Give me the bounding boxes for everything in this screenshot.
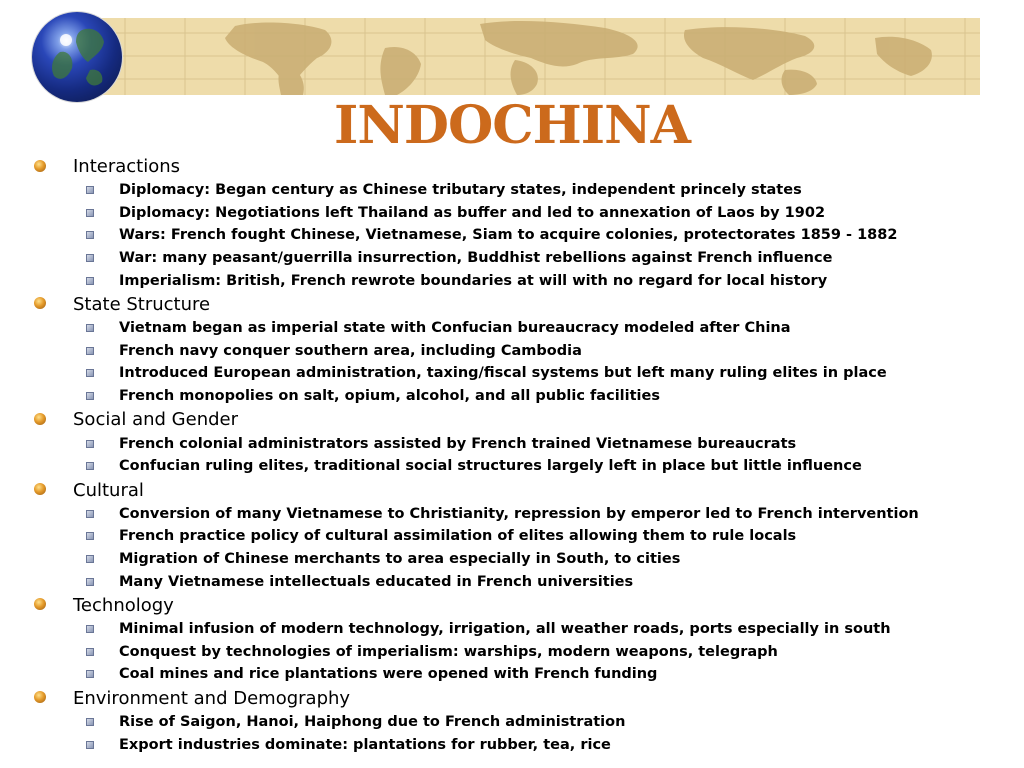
section-items (34, 317, 1014, 407)
list-item (34, 340, 1014, 363)
section-cultural (34, 479, 1014, 593)
list-item (34, 641, 1014, 664)
orange-sphere-bullet-icon (34, 160, 46, 172)
section-heading (34, 687, 1014, 711)
blue-square-bullet-icon (86, 462, 94, 470)
section-label: Interactions (73, 156, 181, 177)
list-item (34, 733, 1014, 756)
orange-sphere-bullet-icon (34, 297, 46, 309)
list-item (34, 432, 1014, 455)
section-state-structure (34, 293, 1014, 407)
section-label: Social and Gender (73, 409, 239, 431)
list-item-text: Introduced European administration, taxing/fiscal systems but left many ruling elites in place (119, 365, 887, 382)
section-heading (34, 408, 1014, 432)
orange-sphere-bullet-icon (34, 598, 46, 610)
globe-icon (32, 12, 122, 102)
blue-square-bullet-icon (86, 347, 94, 355)
blue-square-bullet-icon (86, 209, 94, 217)
list-item-text: Many Vietnamese intellectuals educated in French universities (119, 573, 634, 590)
section-label: Technology (73, 594, 174, 616)
list-item (34, 711, 1014, 734)
section-environment-and-demography (34, 687, 1014, 756)
blue-square-bullet-icon (86, 555, 94, 563)
section-items (34, 618, 1014, 686)
section-social-and-gender (34, 408, 1014, 477)
blue-square-bullet-icon (86, 231, 94, 239)
section-label: Cultural (73, 479, 144, 501)
blue-square-bullet-icon (86, 392, 94, 400)
orange-sphere-bullet-icon (34, 413, 46, 425)
orange-sphere-bullet-icon (34, 691, 46, 703)
blue-square-bullet-icon (86, 578, 94, 586)
section-label: State Structure (73, 293, 211, 315)
list-item (34, 317, 1014, 340)
list-item-text: French colonial administrators assisted by French trained Vietnamese bureaucrats (119, 435, 797, 452)
list-item (34, 202, 1014, 225)
list-item (34, 247, 1014, 270)
blue-square-bullet-icon (86, 625, 94, 633)
blue-square-bullet-icon (86, 741, 94, 749)
orange-sphere-bullet-icon (34, 483, 46, 495)
list-item (34, 618, 1014, 641)
list-item-text: Vietnam began as imperial state with Confucian bureaucracy modeled after China (119, 320, 791, 337)
section-heading (34, 594, 1014, 618)
list-item-text: Export industries dominate: plantations for rubber, tea, rice (119, 736, 611, 753)
blue-square-bullet-icon (86, 186, 94, 194)
list-item-text: Conversion of many Vietnamese to Christianity, repression by emperor led to French intervention (119, 505, 919, 522)
section-interactions (34, 155, 1014, 292)
blue-square-bullet-icon (86, 324, 94, 332)
list-item (34, 548, 1014, 571)
section-items (34, 503, 1014, 593)
list-item (34, 503, 1014, 526)
list-item-text: Coal mines and rice plantations were opened with French funding (119, 666, 658, 683)
list-item-text: Wars: French fought Chinese, Vietnamese, Siam to acquire colonies, protectorates 1859 - 1882 (119, 227, 898, 244)
section-items (34, 711, 1014, 756)
blue-square-bullet-icon (86, 440, 94, 448)
list-item (34, 663, 1014, 686)
section-technology (34, 594, 1014, 686)
section-items (34, 432, 1014, 477)
world-map-icon (85, 18, 980, 95)
list-item-text: Rise of Saigon, Hanoi, Haiphong due to French administration (119, 713, 626, 730)
blue-square-bullet-icon (86, 254, 94, 262)
list-item (34, 179, 1014, 202)
world-map-banner (85, 18, 980, 95)
blue-square-bullet-icon (86, 277, 94, 285)
blue-square-bullet-icon (86, 532, 94, 540)
list-item-text: War: many peasant/guerrilla insurrection, Buddhist rebellions against French influence (119, 250, 833, 267)
list-item-text: French monopolies on salt, opium, alcohol, and all public facilities (119, 388, 660, 405)
list-item-text: Diplomacy: Negotiations left Thailand as buffer and led to annexation of Laos by 1902 (119, 204, 826, 221)
list-item-text: Imperialism: British, French rewrote boundaries at will with no regard for local history (119, 272, 828, 289)
blue-square-bullet-icon (86, 718, 94, 726)
slide-title: INDOCHINA (334, 95, 690, 156)
list-item (34, 385, 1014, 408)
blue-square-bullet-icon (86, 369, 94, 377)
list-item-text: Minimal infusion of modern technology, irrigation, all weather roads, ports especially in south (119, 621, 891, 638)
list-item-text: French practice policy of cultural assimilation of elites allowing them to rule locals (119, 528, 797, 545)
list-item-text: French navy conquer southern area, including Cambodia (119, 342, 582, 359)
list-item-text: Migration of Chinese merchants to area especially in South, to cities (119, 551, 681, 568)
blue-square-bullet-icon (86, 648, 94, 656)
section-heading (34, 479, 1014, 503)
list-item-text: Conquest by technologies of imperialism: warships, modern weapons, telegraph (119, 643, 778, 660)
slide-content (34, 155, 1014, 757)
section-items (34, 179, 1014, 292)
list-item (34, 455, 1014, 478)
section-heading (34, 293, 1014, 317)
list-item (34, 570, 1014, 593)
section-label: Environment and Demography (73, 687, 351, 709)
list-item-text: Confucian ruling elites, traditional social structures largely left in place but little influence (119, 458, 862, 475)
list-item (34, 362, 1014, 385)
list-item (34, 224, 1014, 247)
blue-square-bullet-icon (86, 670, 94, 678)
list-item (34, 269, 1014, 292)
list-item-text: Diplomacy: Began century as Chinese tributary states, independent princely states (119, 182, 802, 199)
section-heading (34, 155, 1014, 179)
list-item (34, 525, 1014, 548)
blue-square-bullet-icon (86, 510, 94, 518)
